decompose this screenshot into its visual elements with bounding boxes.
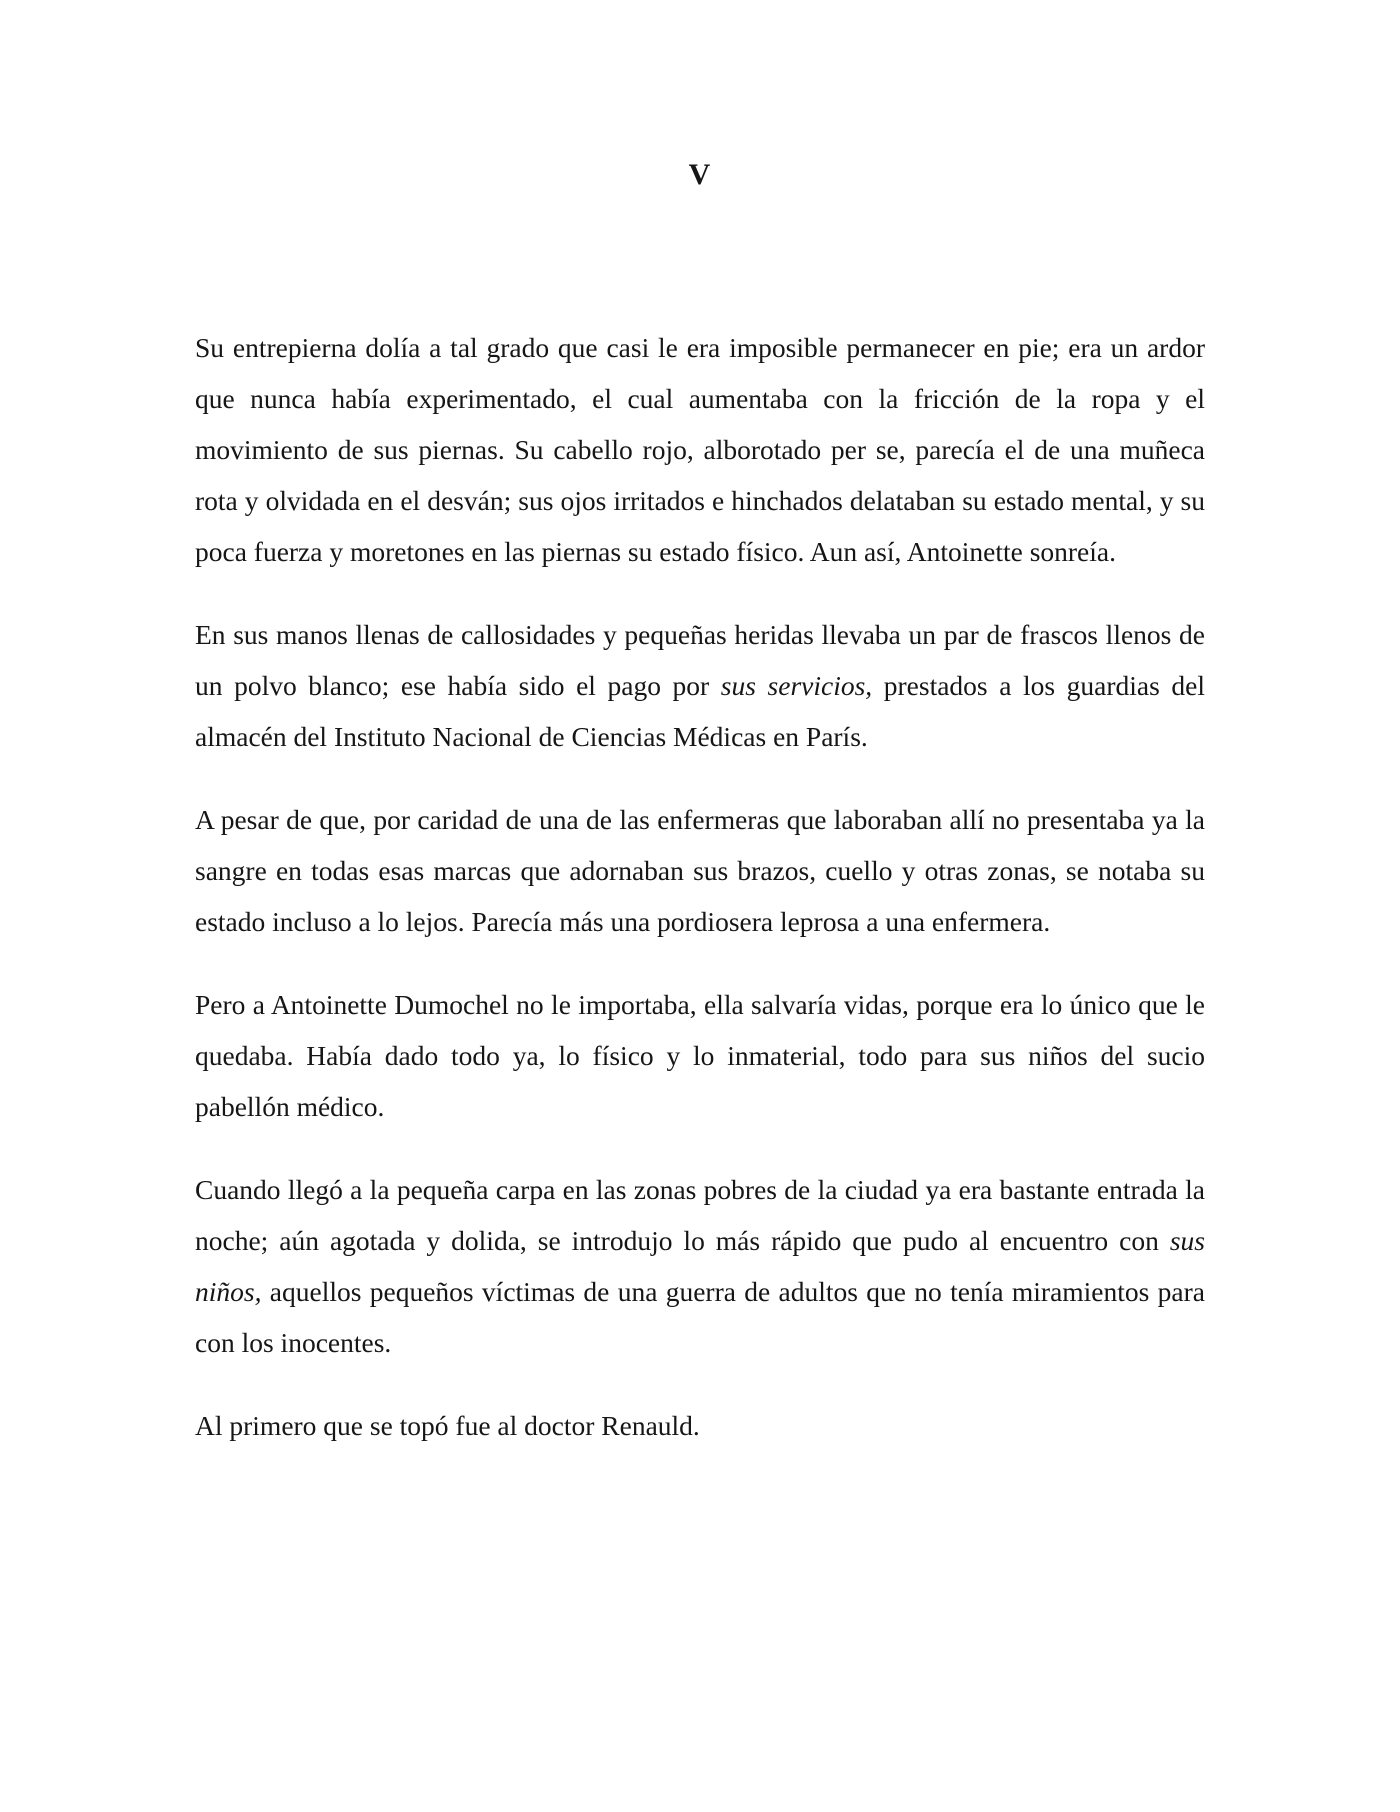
paragraph	[195, 1164, 1205, 1368]
text-segment: En sus manos llenas de callosidades y pequeñas heridas llevaba un par de frascos llenos de un polvo blanco; ese había sido el pago por	[195, 619, 1205, 701]
italic-text-segment: sus servicios,	[720, 670, 873, 701]
paragraph	[195, 1400, 1205, 1451]
chapter-heading: V	[688, 158, 712, 191]
text-segment: Al primero que se topó fue al doctor Renauld.	[195, 1410, 700, 1441]
paragraph	[195, 979, 1205, 1132]
text-segment: Su entrepierna dolía a tal grado que casi le era imposible permanecer en pie; era un ardor que nunca había experimentado, el cual aumentaba con la fricción de la ropa y el movimiento de sus piernas. Su cabello rojo, alborotado per se, parecía el de una muñeca rota y olvidada en el desván; sus ojos irritados e hinchados delataban su estado mental, y su poca fuerza y moretones en las piernas su estado físico. Aun así, Antoinette sonreía.	[195, 332, 1205, 567]
text-segment: prestados a los guardias del almacén del Instituto Nacional de Ciencias Médicas en París.	[195, 670, 1205, 752]
body-text	[195, 322, 1205, 1451]
text-segment: aquellos pequeños víctimas de una guerra de adultos que no tenía miramientos para con los inocentes.	[195, 1276, 1205, 1358]
text-segment: Cuando llegó a la pequeña carpa en las zonas pobres de la ciudad ya era bastante entrada la noche; aún agotada y dolida, se introdujo lo más rápido que pudo al encuentro con	[195, 1174, 1205, 1256]
text-segment: A pesar de que, por caridad de una de las enfermeras que laboraban allí no presentaba ya la sangre en todas esas marcas que adornaban sus brazos, cuello y otras zonas, se notaba su estado incluso a lo lejos. Parecía más una pordiosera leprosa a una enfermera.	[195, 804, 1205, 937]
text-segment: Pero a Antoinette Dumochel no le importaba, ella salvaría vidas, porque era lo único que le quedaba. Había dado todo ya, lo físico y lo inmaterial, todo para sus niños del sucio pabellón médico.	[195, 989, 1205, 1122]
paragraph	[195, 322, 1205, 577]
paragraph	[195, 794, 1205, 947]
italic-text-segment: sus niños,	[195, 1225, 1205, 1307]
paragraph	[195, 609, 1205, 762]
